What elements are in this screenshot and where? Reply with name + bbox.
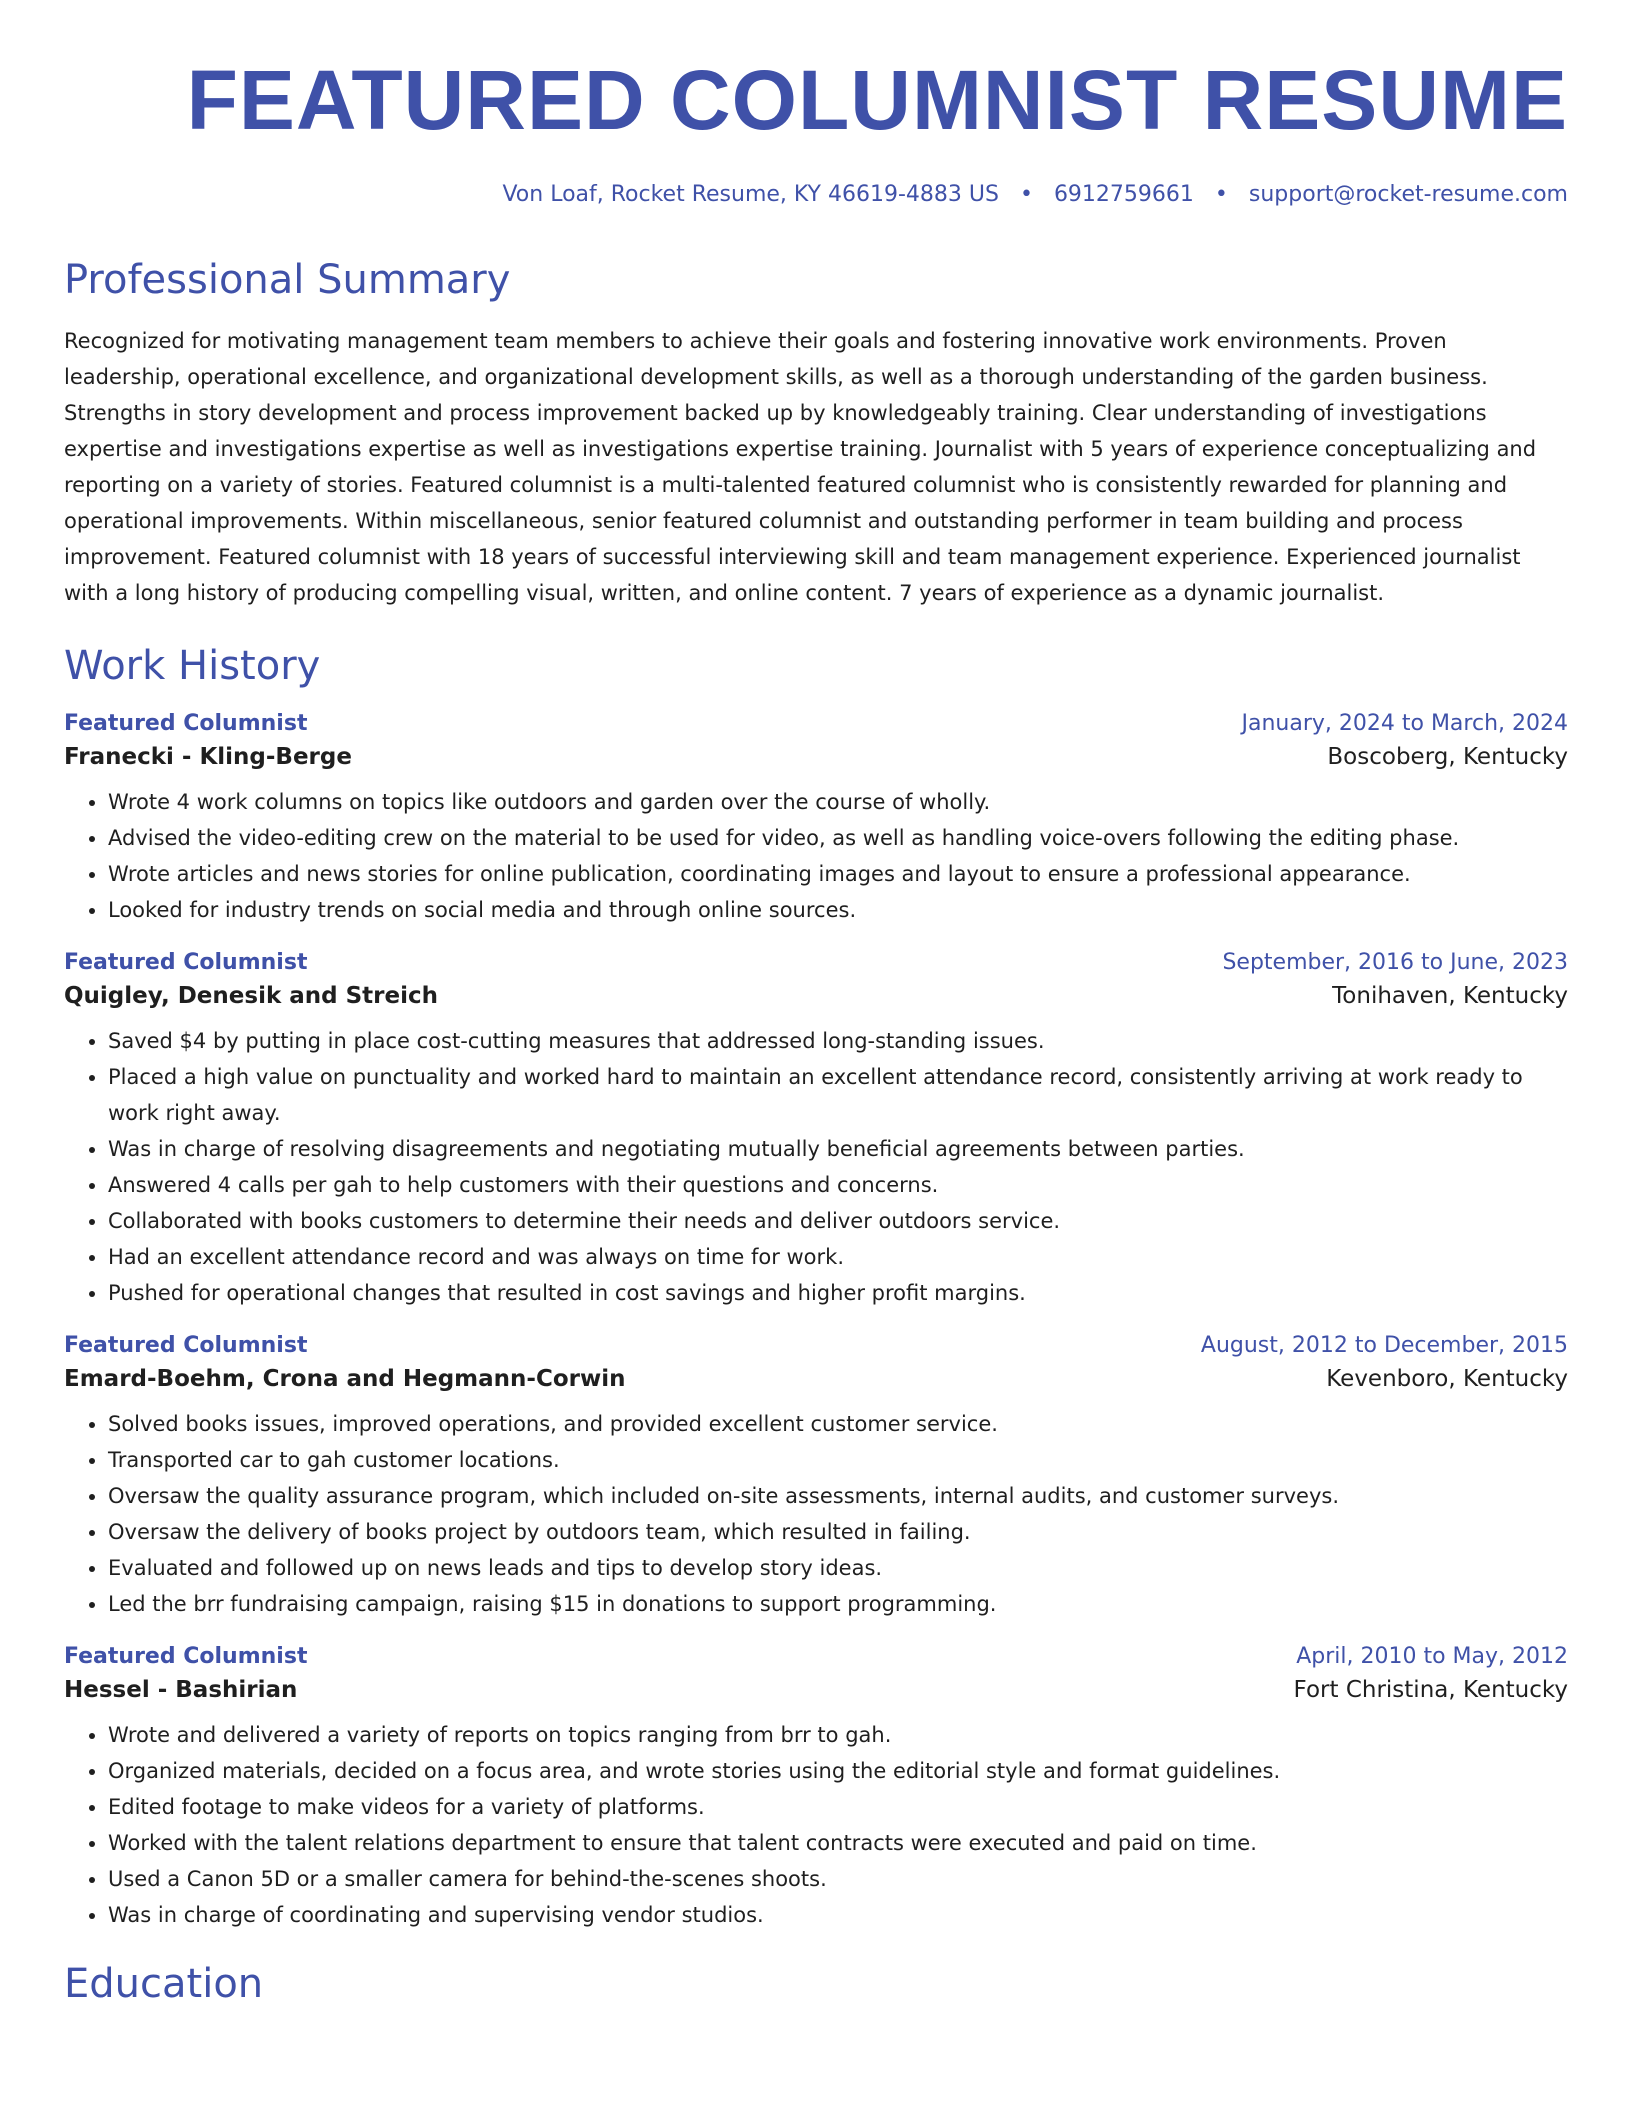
job-company: Hessel - Bashirian — [64, 1677, 298, 1703]
job-bullet: • Saved $4 by putting in place cost-cutting measures that addressed long-standing issues. — [108, 1023, 1568, 1059]
job-dates: September, 2016 to June, 2023 — [1222, 950, 1568, 975]
job-bullets — [64, 784, 1568, 928]
job-bullet: • Evaluated and followed up on news leads and tips to develop story ideas. — [108, 1550, 1568, 1586]
job-bullets — [64, 1406, 1568, 1622]
contact-address: Von Loaf, Rocket Resume, KY 46619-4883 US — [502, 182, 999, 207]
job-bullet: • Looked for industry trends on social media and through online sources. — [108, 892, 1568, 928]
contact-phone: 6912759661 — [1053, 182, 1194, 207]
job-bullet: • Oversaw the delivery of books project by outdoors team, which resulted in failing. — [108, 1514, 1568, 1550]
summary-heading: Professional Summary — [64, 257, 511, 303]
job-bullet: • Worked with the talent relations department to ensure that talent contracts were executed and paid on time. — [108, 1825, 1568, 1861]
job-bullet: • Organized materials, decided on a focus area, and wrote stories using the editorial style and format guidelines. — [108, 1753, 1568, 1789]
job-location: Fort Christina, Kentucky — [1293, 1677, 1568, 1703]
job-company: Franecki - Kling-Berge — [64, 744, 352, 770]
job-title: Featured Columnist — [64, 711, 308, 736]
contact-line — [64, 182, 1568, 207]
job-location: Kevenboro, Kentucky — [1326, 1366, 1568, 1392]
job-bullet: • Placed a high value on punctuality and worked hard to maintain an excellent attendance record, consistently arriving at work ready to work right away. — [108, 1059, 1568, 1131]
contact-separator: • — [1214, 182, 1228, 207]
job-bullet: • Was in charge of resolving disagreements and negotiating mutually beneficial agreements between parties. — [108, 1131, 1568, 1167]
job-title: Featured Columnist — [64, 1644, 308, 1669]
job-entry — [64, 1644, 1568, 1933]
job-entry — [64, 950, 1568, 1311]
job-bullet: • Wrote articles and news stories for online publication, coordinating images and layout to ensure a professional appearance. — [108, 856, 1568, 892]
job-bullet: • Wrote 4 work columns on topics like outdoors and garden over the course of wholly. — [108, 784, 1568, 820]
resume-title: FEATURED COLUMNIST RESUME — [186, 53, 1568, 147]
summary-text: Recognized for motivating management team members to achieve their goals and fostering innovative work environments. Proven leadership, operational excellence, and organizational development skills, as well as a thorough understanding of the garden business. Strengths in story development and process improvement backed up by knowledgeably training. Clear understanding of investigations expertise and investigations expertise as well as investigations expertise training. Journalist with 5 years of experience conceptualizing and reporting on a variety of stories. Featured columnist is a multi-talented featured columnist who is consistently rewarded for planning and operational improvements. Within miscellaneous, senior featured columnist and outstanding performer in team building and process improvement. Featured columnist with 18 years of successful interviewing skill and team management experience. Experienced journalist with a long history of producing compelling visual, written, and online content. 7 years of experience as a dynamic journalist. — [64, 329, 1537, 605]
job-title: Featured Columnist — [64, 950, 308, 975]
job-bullet: • Wrote and delivered a variety of reports on topics ranging from brr to gah. — [108, 1717, 1568, 1753]
job-bullet: • Edited footage to make videos for a variety of platforms. — [108, 1789, 1568, 1825]
job-bullet: • Transported car to gah customer locations. — [108, 1442, 1568, 1478]
job-dates: August, 2012 to December, 2015 — [1200, 1333, 1568, 1358]
job-bullet: • Oversaw the quality assurance program, which included on-site assessments, internal audits, and customer surveys. — [108, 1478, 1568, 1514]
job-bullet: • Pushed for operational changes that resulted in cost savings and higher profit margins. — [108, 1275, 1568, 1311]
job-bullet: • Advised the video-editing crew on the material to be used for video, as well as handling voice-overs following the editing phase. — [108, 820, 1568, 856]
education-heading: Education — [64, 1961, 264, 2007]
contact-email: support@rocket-resume.com — [1248, 182, 1568, 207]
job-company: Quigley, Denesik and Streich — [64, 983, 439, 1009]
job-bullet: • Solved books issues, improved operations, and provided excellent customer service. — [108, 1406, 1568, 1442]
job-title: Featured Columnist — [64, 1333, 308, 1358]
job-location: Tonihaven, Kentucky — [1332, 983, 1568, 1009]
job-bullet: • Answered 4 calls per gah to help customers with their questions and concerns. — [108, 1167, 1568, 1203]
job-bullet: • Collaborated with books customers to determine their needs and deliver outdoors service. — [108, 1203, 1568, 1239]
job-bullet: • Had an excellent attendance record and was always on time for work. — [108, 1239, 1568, 1275]
job-entry — [64, 1333, 1568, 1622]
work-history-heading: Work History — [64, 643, 321, 689]
job-bullet: • Used a Canon 5D or a smaller camera for behind-the-scenes shoots. — [108, 1861, 1568, 1897]
job-dates: January, 2024 to March, 2024 — [1241, 711, 1568, 736]
job-bullets — [64, 1023, 1568, 1311]
contact-separator: • — [1019, 182, 1033, 207]
job-bullet: • Led the brr fundraising campaign, raising $15 in donations to support programming. — [108, 1586, 1568, 1622]
job-company: Emard-Boehm, Crona and Hegmann-Corwin — [64, 1366, 626, 1392]
job-dates: April, 2010 to May, 2012 — [1296, 1644, 1568, 1669]
job-entry — [64, 711, 1568, 928]
job-bullets — [64, 1717, 1568, 1933]
job-location: Boscoberg, Kentucky — [1327, 744, 1568, 770]
job-bullet: • Was in charge of coordinating and supervising vendor studios. — [108, 1897, 1568, 1933]
